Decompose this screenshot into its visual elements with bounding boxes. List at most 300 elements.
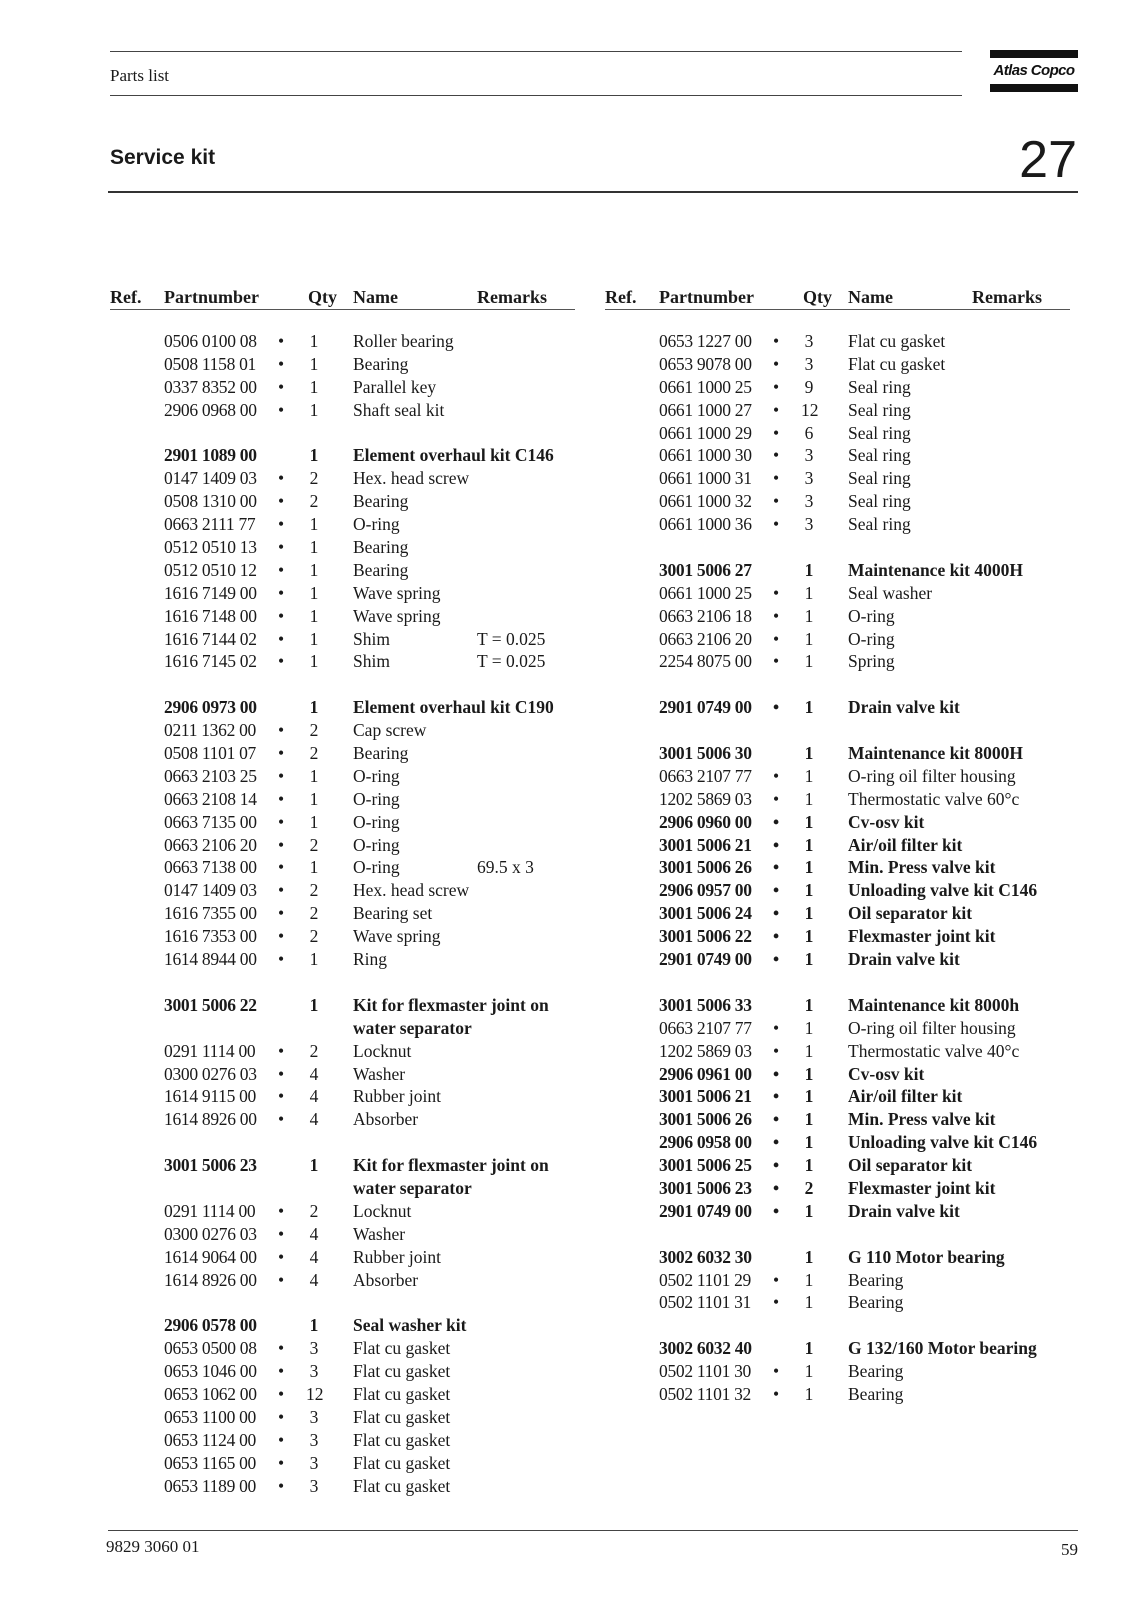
part-name: Maintenance kit 4000H (848, 559, 1023, 580)
part-name: Oil separator kit (848, 903, 973, 924)
bullet: • (773, 468, 780, 489)
quantity: 1 (309, 559, 319, 580)
quantity: 1 (804, 1269, 814, 1290)
bullet: • (773, 1269, 780, 1290)
part-number: 0661 1000 36 (659, 514, 752, 535)
quantity: 3 (804, 491, 814, 512)
part-name: Drain valve kit (848, 1200, 960, 1221)
bullet: • (773, 811, 780, 832)
bullet: • (278, 1109, 285, 1130)
part-number: 0506 0100 08 (164, 331, 257, 351)
quantity: 2 (309, 834, 319, 855)
quantity: 1 (804, 903, 814, 924)
part-name: Spring (848, 651, 895, 672)
table-row (605, 788, 1070, 811)
quantity: 4 (309, 1086, 319, 1107)
quantity: 2 (309, 743, 319, 764)
part-number: 0291 1114 00 (164, 1040, 256, 1061)
part-number: 2906 0968 00 (164, 399, 257, 420)
part-name: Shim (353, 628, 390, 649)
bullet: • (773, 445, 780, 466)
part-name: Ring (353, 949, 388, 970)
section-number: 27 (1019, 131, 1077, 189)
part-name: Seal washer kit (353, 1315, 467, 1336)
part-name: G 110 Motor bearing (848, 1246, 1005, 1267)
part-name: Absorber (353, 1269, 419, 1290)
spacer-row (605, 719, 1070, 742)
part-name: Seal ring (848, 422, 911, 443)
bullet: • (278, 376, 285, 397)
kit-header-row (605, 1200, 1070, 1223)
table-row (605, 1383, 1070, 1406)
part-name: Wave spring (353, 926, 441, 947)
part-number: 2906 0960 00 (659, 811, 752, 832)
bullet: • (278, 1246, 285, 1267)
kit-header-row (605, 925, 1070, 948)
bullet: • (278, 399, 285, 420)
table-row (110, 902, 575, 925)
part-name: Wave spring (353, 582, 441, 603)
bullet: • (278, 1383, 285, 1404)
footer-rule (108, 1530, 1078, 1531)
table-header (605, 287, 1070, 310)
part-name: Shim (353, 651, 390, 672)
quantity: 1 (309, 651, 319, 672)
quantity: 4 (309, 1246, 319, 1267)
bullet: • (773, 1109, 780, 1130)
quantity: 2 (804, 1177, 814, 1198)
bullet: • (278, 1406, 285, 1427)
quantity: 1 (309, 697, 319, 718)
part-number: 3001 5006 22 (164, 994, 257, 1015)
header-qty: Qty (308, 287, 337, 307)
part-name: Flat cu gasket (353, 1383, 451, 1404)
bullet: • (773, 376, 780, 397)
quantity: 2 (309, 903, 319, 924)
part-name: Washer (353, 1063, 406, 1084)
table-row (605, 353, 1070, 376)
header-partnumber: Partnumber (164, 287, 259, 307)
quantity: 1 (804, 1200, 814, 1221)
quantity: 1 (804, 605, 814, 626)
part-name: water separator (353, 1177, 472, 1198)
part-name: O-ring oil filter housing (848, 1017, 1016, 1038)
quantity: 3 (309, 1475, 319, 1496)
part-name: Thermostatic valve 40°c (848, 1040, 1020, 1061)
quantity: 1 (309, 514, 319, 535)
part-name: Flat cu gasket (353, 1429, 451, 1450)
quantity: 1 (309, 788, 319, 809)
part-name: Bearing (353, 491, 409, 512)
part-number: 0661 1000 27 (659, 399, 752, 420)
kit-header-row (605, 696, 1070, 719)
bullet: • (278, 468, 285, 489)
quantity: 1 (804, 1361, 814, 1382)
part-number: 2254 8075 00 (659, 651, 752, 672)
header-top-rule (110, 51, 962, 52)
quantity: 1 (804, 559, 814, 580)
part-number: 3002 6032 30 (659, 1246, 752, 1267)
table-row (110, 559, 575, 582)
bullet: • (278, 582, 285, 603)
bullet: • (773, 1200, 780, 1221)
quantity: 1 (309, 537, 319, 558)
part-number: 0663 2107 77 (659, 765, 752, 786)
table-body-left (110, 330, 575, 1497)
quantity: 3 (804, 353, 814, 374)
part-name: O-ring (353, 834, 400, 855)
part-number: 0663 2107 77 (659, 1017, 752, 1038)
quantity: 1 (804, 811, 814, 832)
spacer-row (110, 673, 575, 696)
quantity: 1 (309, 949, 319, 970)
part-name: O-ring (848, 628, 895, 649)
quantity: 1 (804, 743, 814, 764)
part-name: Seal ring (848, 514, 911, 535)
quantity: 1 (804, 1246, 814, 1267)
table-row (110, 1360, 575, 1383)
table-row (110, 513, 575, 536)
quantity: 2 (309, 468, 319, 489)
part-number: 1202 5869 03 (659, 1040, 752, 1061)
bullet: • (773, 697, 780, 718)
part-name: Air/oil filter kit (848, 834, 963, 855)
quantity: 1 (804, 857, 814, 878)
part-number: 3001 5006 30 (659, 743, 752, 764)
quantity: 2 (309, 1040, 319, 1061)
quantity: 3 (309, 1406, 319, 1427)
quantity: 1 (804, 582, 814, 603)
bullet: • (773, 788, 780, 809)
bullet: • (278, 514, 285, 535)
part-number: 0512 0510 12 (164, 559, 257, 580)
remarks: T = 0.025 (477, 628, 546, 649)
table-row (110, 1383, 575, 1406)
part-number: 0653 1046 00 (164, 1361, 257, 1382)
quantity: 1 (309, 331, 319, 351)
quantity: 12 (801, 399, 819, 420)
part-number: 0508 1310 00 (164, 491, 257, 512)
table-row (605, 490, 1070, 513)
bullet: • (278, 788, 285, 809)
part-number: 1616 7144 02 (164, 628, 257, 649)
bullet: • (773, 353, 780, 374)
part-number: 3001 5006 25 (659, 1155, 752, 1176)
bullet: • (278, 537, 285, 558)
kit-header-row (110, 1314, 575, 1337)
part-number: 1614 8944 00 (164, 949, 257, 970)
part-number: 1616 7148 00 (164, 605, 257, 626)
bullet: • (773, 834, 780, 855)
kit-header-row (605, 1063, 1070, 1086)
part-name: Wave spring (353, 605, 441, 626)
kit-header-row (605, 559, 1070, 582)
quantity: 1 (309, 1315, 319, 1336)
quantity: 4 (309, 1063, 319, 1084)
bullet: • (773, 1132, 780, 1153)
table-row (110, 1063, 575, 1086)
part-number: 0663 2106 20 (659, 628, 752, 649)
part-name: Cap screw (353, 720, 427, 741)
bullet: • (773, 1040, 780, 1061)
quantity: 1 (309, 765, 319, 786)
quantity: 1 (804, 788, 814, 809)
quantity: 3 (804, 331, 814, 351)
quantity: 2 (309, 720, 319, 741)
table-row (605, 1040, 1070, 1063)
table-row (110, 948, 575, 971)
kit-header-row (605, 1177, 1070, 1200)
quantity: 1 (804, 994, 814, 1015)
table-row (110, 1429, 575, 1452)
kit-header-row (110, 994, 575, 1017)
kit-header-row (110, 444, 575, 467)
bullet: • (773, 491, 780, 512)
table-row (110, 1337, 575, 1360)
table-row (110, 536, 575, 559)
part-number: 0337 8352 00 (164, 376, 257, 397)
quantity: 6 (804, 422, 814, 443)
part-number: 0502 1101 30 (659, 1361, 752, 1382)
part-number: 0291 1114 00 (164, 1200, 256, 1221)
kit-header-row (110, 1177, 575, 1200)
part-name: Flexmaster joint kit (848, 1177, 996, 1198)
spacer-row (605, 536, 1070, 559)
part-number: 0663 2103 25 (164, 765, 257, 786)
bullet: • (278, 1361, 285, 1382)
table-row (605, 467, 1070, 490)
header-partnumber: Partnumber (659, 287, 754, 307)
part-number: 0508 1158 01 (164, 353, 257, 374)
table-row (110, 1108, 575, 1131)
part-name: Drain valve kit (848, 949, 960, 970)
part-number: 3001 5006 23 (659, 1177, 752, 1198)
header-label: Parts list (110, 66, 170, 85)
part-number: 0211 1362 00 (164, 720, 257, 741)
part-name: Bearing (353, 743, 409, 764)
part-name: Parallel key (353, 376, 437, 397)
kit-header-row (605, 742, 1070, 765)
part-number: 1202 5869 03 (659, 788, 752, 809)
part-number: 2906 0961 00 (659, 1063, 752, 1084)
table-row (605, 605, 1070, 628)
header-remarks: Remarks (477, 287, 547, 307)
part-name: Flat cu gasket (353, 1361, 451, 1382)
bullet: • (278, 926, 285, 947)
table-row (110, 376, 575, 399)
part-number: 3001 5006 22 (659, 926, 752, 947)
table-row (110, 834, 575, 857)
part-name: Flat cu gasket (353, 1475, 451, 1496)
quantity: 9 (804, 376, 814, 397)
part-number: 0653 0500 08 (164, 1338, 257, 1359)
quantity: 3 (804, 468, 814, 489)
part-name: Maintenance kit 8000h (848, 994, 1020, 1015)
bullet: • (773, 514, 780, 535)
bullet: • (773, 651, 780, 672)
part-name: Kit for flexmaster joint on (353, 994, 549, 1015)
part-number: 2901 0749 00 (659, 697, 752, 718)
table-row (605, 399, 1070, 422)
bullet: • (278, 1452, 285, 1473)
table-row (110, 788, 575, 811)
part-name: Min. Press valve kit (848, 857, 996, 878)
header-name: Name (848, 287, 893, 307)
bullet: • (278, 903, 285, 924)
part-name: Drain valve kit (848, 697, 960, 718)
part-number: 0663 7135 00 (164, 811, 257, 832)
quantity: 1 (804, 1383, 814, 1404)
part-number: 0663 2106 20 (164, 834, 257, 855)
table-row (110, 1040, 575, 1063)
spacer-row (110, 971, 575, 994)
part-number: 3001 5006 21 (659, 1086, 752, 1107)
quantity: 1 (804, 1086, 814, 1107)
bullet: • (278, 1429, 285, 1450)
part-number: 2901 1089 00 (164, 445, 257, 466)
part-number: 3001 5006 23 (164, 1155, 257, 1176)
part-number: 0502 1101 29 (659, 1269, 752, 1290)
bullet: • (773, 765, 780, 786)
table-row (110, 719, 575, 742)
part-name: Element overhaul kit C146 (353, 445, 554, 466)
table-row (110, 879, 575, 902)
part-number: 0653 1062 00 (164, 1383, 257, 1404)
bullet: • (278, 1086, 285, 1107)
kit-header-row (605, 1154, 1070, 1177)
bullet: • (773, 1292, 780, 1313)
part-number: 0663 2106 18 (659, 605, 752, 626)
bullet: • (773, 582, 780, 603)
spacer-row (110, 422, 575, 445)
quantity: 1 (309, 994, 319, 1015)
kit-header-row (605, 1085, 1070, 1108)
part-name: Bearing (353, 537, 409, 558)
part-number: 0661 1000 31 (659, 468, 752, 489)
bullet: • (278, 834, 285, 855)
logo-bottom-bar (990, 84, 1078, 92)
part-name: Unloading valve kit C146 (848, 1132, 1038, 1153)
bullet: • (278, 880, 285, 901)
bullet: • (278, 949, 285, 970)
part-number: 3001 5006 33 (659, 994, 752, 1015)
table-row (110, 399, 575, 422)
section-rule (108, 191, 1078, 193)
part-number: 3001 5006 24 (659, 903, 752, 924)
quantity: 1 (804, 651, 814, 672)
header-qty: Qty (803, 287, 832, 307)
part-name: Bearing (353, 559, 409, 580)
bullet: • (278, 720, 285, 741)
spacer-row (605, 1314, 1070, 1337)
bullet: • (278, 1040, 285, 1061)
part-name: Flexmaster joint kit (848, 926, 996, 947)
quantity: 1 (804, 765, 814, 786)
spacer-row (605, 1223, 1070, 1246)
quantity: 3 (309, 1452, 319, 1473)
part-name: O-ring (353, 765, 400, 786)
bullet: • (278, 491, 285, 512)
part-name: O-ring (353, 857, 400, 878)
kit-header-row (605, 1246, 1070, 1269)
table-row (110, 811, 575, 834)
part-name: Bearing (848, 1269, 904, 1290)
bullet: • (773, 1155, 780, 1176)
part-number: 0653 1124 00 (164, 1429, 257, 1450)
table-row (110, 1085, 575, 1108)
quantity: 1 (804, 1040, 814, 1061)
part-name: Hex. head screw (353, 468, 470, 489)
part-name: Locknut (353, 1040, 412, 1061)
part-number: 0661 1000 29 (659, 422, 752, 443)
table-row (110, 628, 575, 651)
part-name: O-ring oil filter housing (848, 765, 1016, 786)
table-row (605, 582, 1070, 605)
part-number: 3001 5006 27 (659, 559, 752, 580)
quantity: 1 (804, 880, 814, 901)
header-ref: Ref. (605, 287, 637, 307)
part-name: Seal ring (848, 399, 911, 420)
spacer-row (605, 971, 1070, 994)
part-name: Unloading valve kit C146 (848, 880, 1038, 901)
bullet: • (773, 1086, 780, 1107)
part-number: 0147 1409 03 (164, 468, 257, 489)
part-number: 0502 1101 32 (659, 1383, 752, 1404)
part-number: 1616 7149 00 (164, 582, 257, 603)
part-name: Flat cu gasket (353, 1452, 451, 1473)
quantity: 1 (804, 1017, 814, 1038)
quantity: 3 (309, 1338, 319, 1359)
part-number: 0661 1000 30 (659, 445, 752, 466)
bullet: • (278, 1269, 285, 1290)
part-number: 0508 1101 07 (164, 743, 257, 764)
part-number: 0147 1409 03 (164, 880, 257, 901)
part-number: 0663 2108 14 (164, 788, 257, 809)
part-number: 2906 0957 00 (659, 880, 752, 901)
bullet: • (773, 605, 780, 626)
part-name: Seal ring (848, 491, 911, 512)
quantity: 1 (309, 1155, 319, 1176)
header-name: Name (353, 287, 398, 307)
table-row (110, 1406, 575, 1429)
bullet: • (773, 1177, 780, 1198)
logo-text: Atlas Copco (993, 62, 1075, 79)
bullet: • (278, 1063, 285, 1084)
part-name: Bearing (353, 353, 409, 374)
quantity: 12 (306, 1383, 324, 1404)
bullet: • (278, 1475, 285, 1496)
table-row (605, 765, 1070, 788)
quantity: 1 (804, 1155, 814, 1176)
bullet: • (278, 651, 285, 672)
table-row (110, 1223, 575, 1246)
part-name: Element overhaul kit C190 (353, 697, 554, 718)
part-name: Flat cu gasket (353, 1406, 451, 1427)
quantity: 1 (804, 834, 814, 855)
bullet: • (278, 1200, 285, 1221)
part-name: Seal washer (848, 582, 933, 603)
table-row (110, 856, 575, 879)
part-number: 3001 5006 21 (659, 834, 752, 855)
part-name: Maintenance kit 8000H (848, 743, 1023, 764)
part-number: 1614 9064 00 (164, 1246, 257, 1267)
part-name: Bearing (848, 1292, 904, 1313)
part-number: 1616 7145 02 (164, 651, 257, 672)
part-number: 0661 1000 25 (659, 582, 752, 603)
part-name: Washer (353, 1223, 406, 1244)
part-number: 1616 7355 00 (164, 903, 257, 924)
part-name: Oil separator kit (848, 1155, 973, 1176)
